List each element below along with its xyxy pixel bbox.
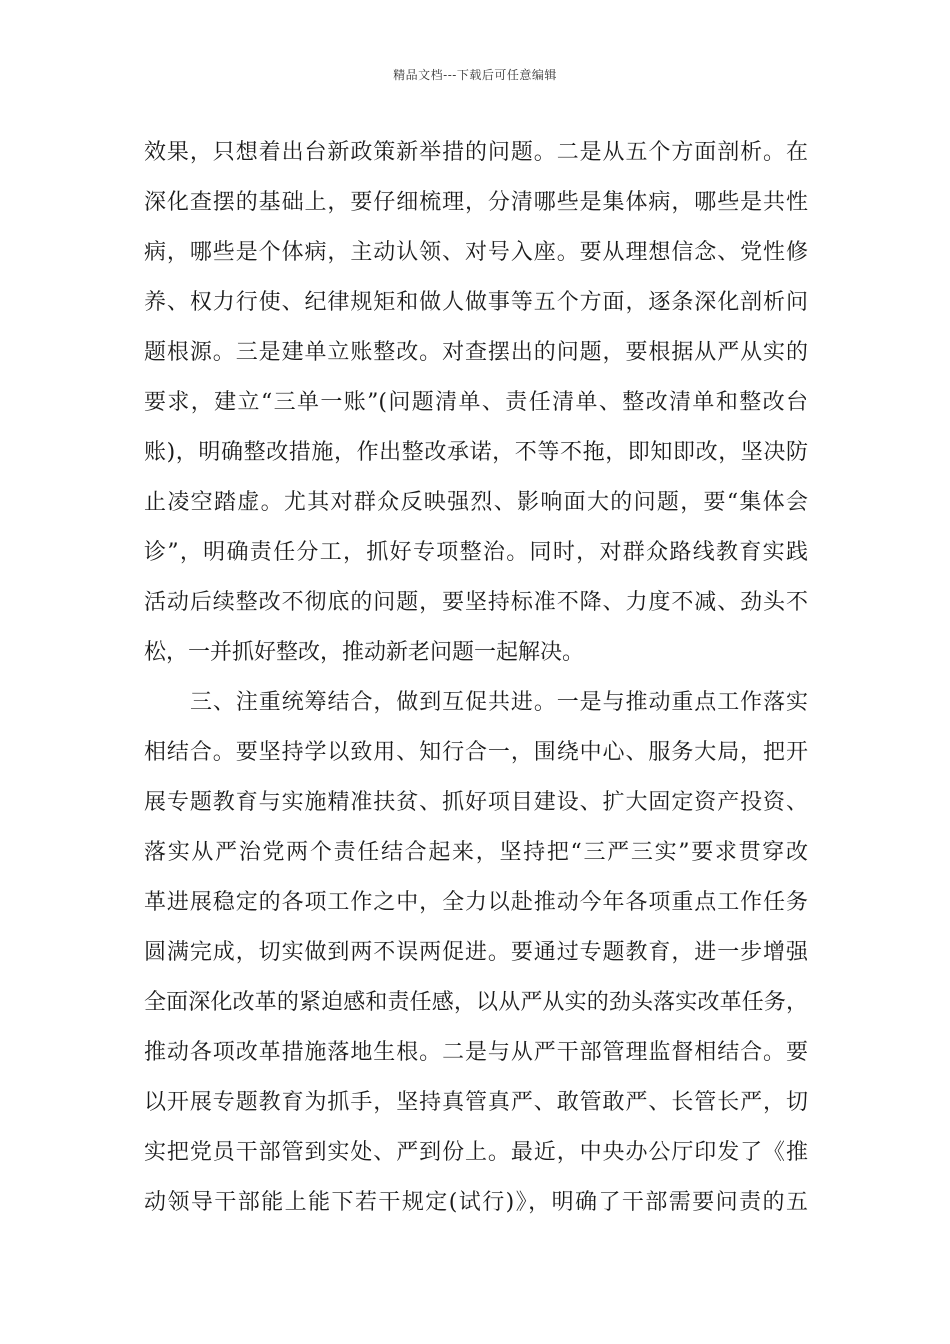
text-line: 圆满完成，切实做到两不误两促进。要通过专题教育，进一步增强 xyxy=(144,940,808,965)
paragraph-2 xyxy=(144,678,808,1228)
text-line: 要求，建立“三单一账”(问题清单、责任清单、整改清单和整改台 xyxy=(144,390,808,415)
text-line: 革进展稳定的各项工作之中，全力以赴推动今年各项重点工作任务 xyxy=(144,890,808,915)
text-line: 以开展专题教育为抓手，坚持真管真严、敢管敢严、长管长严，切 xyxy=(144,1090,808,1115)
text-line: 病，哪些是个体病，主动认领、对号入座。要从理想信念、党性修 xyxy=(144,240,808,265)
page-header: 精品文档---下载后可任意编辑 xyxy=(393,68,557,82)
text-line: 落实从严治党两个责任结合起来，坚持把“三严三实”要求贯穿改 xyxy=(144,840,808,865)
text-line: 三、注重统筹结合，做到互促共进。一是与推动重点工作落实 xyxy=(190,690,808,715)
text-line: 相结合。要坚持学以致用、知行合一，围绕中心、服务大局，把开 xyxy=(144,740,808,765)
text-line: 推动各项改革措施落地生根。二是与从严干部管理监督相结合。要 xyxy=(144,1040,808,1065)
paragraph-1 xyxy=(144,128,808,678)
text-line: 深化查摆的基础上，要仔细梳理，分清哪些是集体病，哪些是共性 xyxy=(144,190,808,215)
document-body xyxy=(144,128,808,1228)
text-line: 养、权力行使、纪律规矩和做人做事等五个方面，逐条深化剖析问 xyxy=(144,290,808,315)
text-line: 账)，明确整改措施，作出整改承诺，不等不拖，即知即改，坚决防 xyxy=(144,440,808,465)
text-line: 实把党员干部管到实处、严到份上。最近，中央办公厅印发了《推 xyxy=(144,1140,808,1165)
text-line: 展专题教育与实施精准扶贫、抓好项目建设、扩大固定资产投资、 xyxy=(144,790,808,815)
text-line: 止凌空踏虚。尤其对群众反映强烈、影响面大的问题，要“集体会 xyxy=(144,490,808,515)
text-line: 题根源。三是建单立账整改。对查摆出的问题，要根据从严从实的 xyxy=(144,340,808,365)
text-line: 动领导干部能上能下若干规定(试行)》，明确了干部需要问责的五 xyxy=(144,1190,808,1215)
text-line: 诊”，明确责任分工，抓好专项整治。同时，对群众路线教育实践 xyxy=(144,540,808,565)
text-line: 效果，只想着出台新政策新举措的问题。二是从五个方面剖析。在 xyxy=(144,140,808,165)
text-line: 活动后续整改不彻底的问题，要坚持标准不降、力度不减、劲头不 xyxy=(144,590,808,615)
text-line: 松，一并抓好整改，推动新老问题一起解决。 xyxy=(144,640,585,665)
text-line: 全面深化改革的紧迫感和责任感，以从严从实的劲头落实改革任务， xyxy=(144,990,808,1015)
